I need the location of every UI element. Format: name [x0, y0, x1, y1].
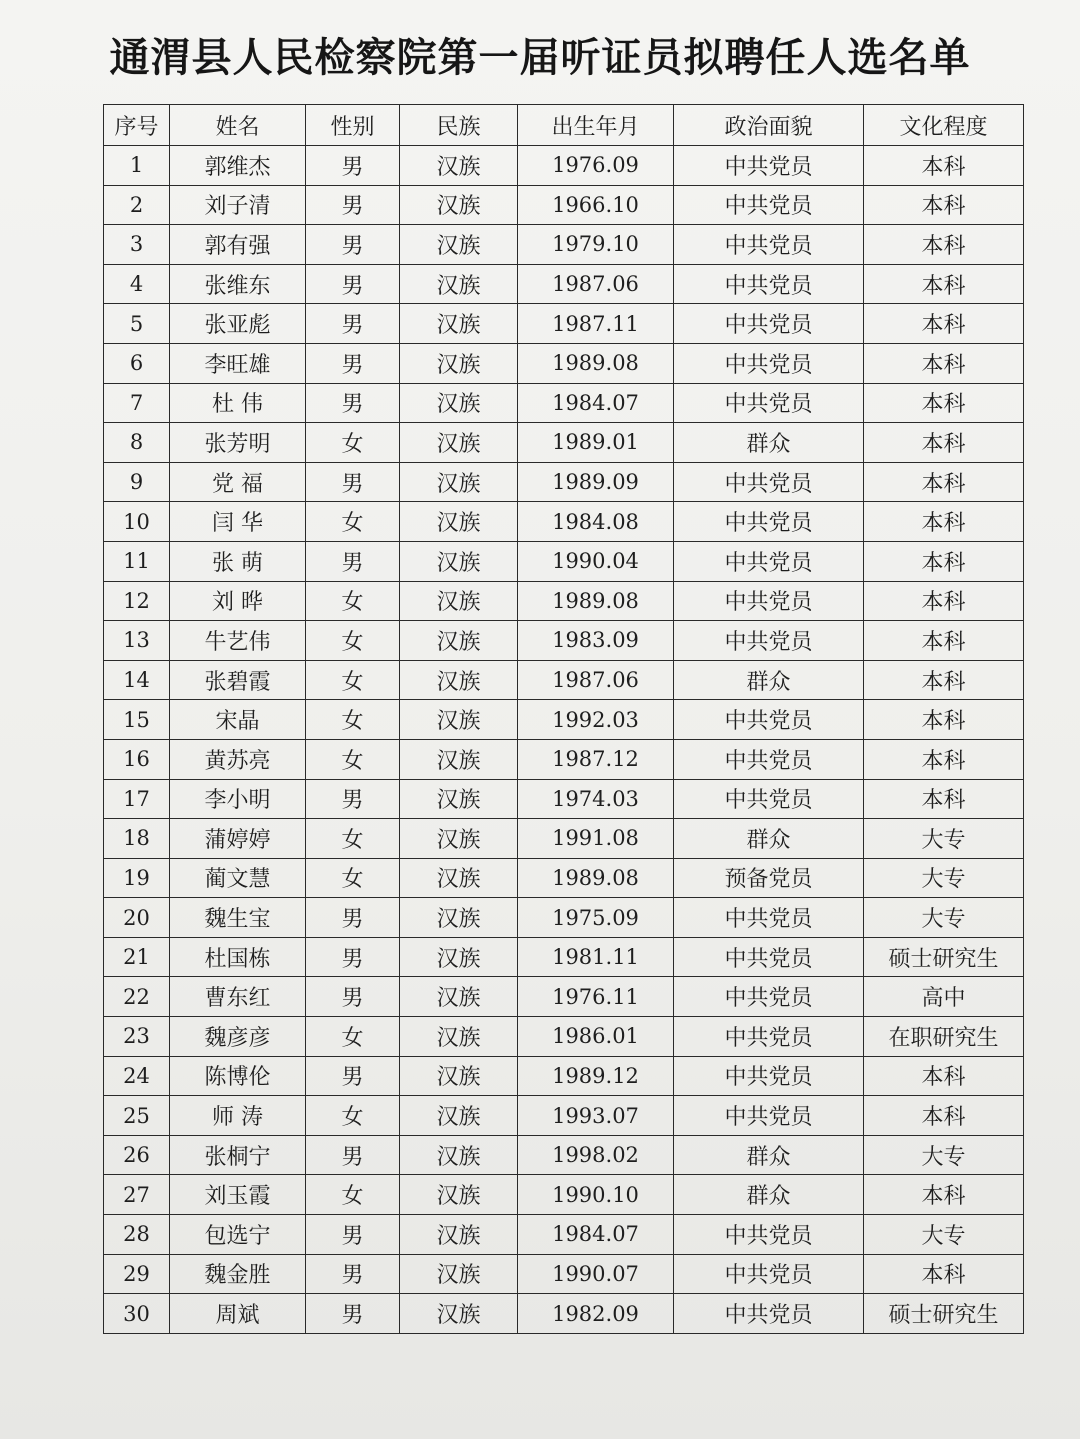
cell-name: 师 涛 [170, 1096, 306, 1136]
cell-ethnicity: 汉族 [400, 383, 518, 423]
cell-gender: 女 [306, 660, 400, 700]
cell-birth: 1998.02 [518, 1135, 674, 1175]
cell-education: 本科 [864, 225, 1024, 265]
cell-education: 硕士研究生 [864, 1294, 1024, 1334]
table-row [104, 937, 1024, 977]
cell-index: 8 [104, 423, 170, 463]
cell-ethnicity: 汉族 [400, 779, 518, 819]
cell-name: 李小明 [170, 779, 306, 819]
table-row [104, 700, 1024, 740]
cell-education: 本科 [864, 264, 1024, 304]
cell-birth: 1987.12 [518, 739, 674, 779]
cell-political-status: 群众 [674, 819, 864, 859]
table-row [104, 1175, 1024, 1215]
table-row [104, 1135, 1024, 1175]
cell-birth: 1976.11 [518, 977, 674, 1017]
cell-ethnicity: 汉族 [400, 700, 518, 740]
cell-political-status: 中共党员 [674, 304, 864, 344]
cell-index: 25 [104, 1096, 170, 1136]
cell-political-status: 中共党员 [674, 977, 864, 1017]
cell-name: 郭维杰 [170, 146, 306, 186]
cell-education: 本科 [864, 1096, 1024, 1136]
cell-education: 高中 [864, 977, 1024, 1017]
cell-index: 20 [104, 898, 170, 938]
cell-index: 1 [104, 146, 170, 186]
table-row [104, 146, 1024, 186]
cell-ethnicity: 汉族 [400, 1056, 518, 1096]
cell-education: 本科 [864, 700, 1024, 740]
cell-education: 本科 [864, 146, 1024, 186]
table-row [104, 502, 1024, 542]
cell-ethnicity: 汉族 [400, 1294, 518, 1334]
cell-political-status: 中共党员 [674, 502, 864, 542]
cell-political-status: 中共党员 [674, 383, 864, 423]
cell-education: 本科 [864, 185, 1024, 225]
cell-name: 张芳明 [170, 423, 306, 463]
cell-political-status: 中共党员 [674, 700, 864, 740]
cell-ethnicity: 汉族 [400, 304, 518, 344]
cell-education: 本科 [864, 779, 1024, 819]
cell-name: 郭有强 [170, 225, 306, 265]
table-row [104, 383, 1024, 423]
cell-political-status: 中共党员 [674, 146, 864, 186]
cell-ethnicity: 汉族 [400, 858, 518, 898]
table-header [104, 105, 1024, 146]
column-header-birth: 出生年月 [518, 105, 674, 146]
cell-birth: 1981.11 [518, 937, 674, 977]
table-row [104, 343, 1024, 383]
cell-name: 周斌 [170, 1294, 306, 1334]
cell-index: 6 [104, 343, 170, 383]
cell-birth: 1990.10 [518, 1175, 674, 1215]
cell-birth: 1991.08 [518, 819, 674, 859]
cell-gender: 女 [306, 423, 400, 463]
cell-political-status: 中共党员 [674, 1254, 864, 1294]
cell-ethnicity: 汉族 [400, 739, 518, 779]
cell-ethnicity: 汉族 [400, 1175, 518, 1215]
cell-gender: 男 [306, 1215, 400, 1255]
column-header-ethnicity: 民族 [400, 105, 518, 146]
table-row [104, 779, 1024, 819]
cell-name: 张维东 [170, 264, 306, 304]
cell-gender: 女 [306, 621, 400, 661]
cell-index: 30 [104, 1294, 170, 1334]
cell-birth: 1989.01 [518, 423, 674, 463]
cell-gender: 女 [306, 739, 400, 779]
table-row [104, 423, 1024, 463]
cell-name: 刘子清 [170, 185, 306, 225]
cell-gender: 女 [306, 819, 400, 859]
cell-name: 张 萌 [170, 541, 306, 581]
cell-index: 16 [104, 739, 170, 779]
cell-gender: 女 [306, 502, 400, 542]
cell-gender: 男 [306, 343, 400, 383]
cell-name: 张桐宁 [170, 1135, 306, 1175]
cell-political-status: 中共党员 [674, 1294, 864, 1334]
cell-birth: 1989.09 [518, 462, 674, 502]
cell-birth: 1975.09 [518, 898, 674, 938]
cell-birth: 1989.12 [518, 1056, 674, 1096]
table-row [104, 1056, 1024, 1096]
cell-political-status: 中共党员 [674, 462, 864, 502]
cell-political-status: 群众 [674, 1175, 864, 1215]
cell-birth: 1982.09 [518, 1294, 674, 1334]
cell-name: 杜国栋 [170, 937, 306, 977]
cell-education: 在职研究生 [864, 1017, 1024, 1057]
cell-political-status: 中共党员 [674, 1096, 864, 1136]
cell-index: 26 [104, 1135, 170, 1175]
cell-gender: 女 [306, 1017, 400, 1057]
cell-political-status: 中共党员 [674, 264, 864, 304]
cell-ethnicity: 汉族 [400, 1017, 518, 1057]
cell-birth: 1987.06 [518, 264, 674, 304]
table-row [104, 541, 1024, 581]
cell-education: 本科 [864, 304, 1024, 344]
cell-birth: 1966.10 [518, 185, 674, 225]
cell-political-status: 中共党员 [674, 541, 864, 581]
cell-ethnicity: 汉族 [400, 898, 518, 938]
cell-ethnicity: 汉族 [400, 660, 518, 700]
cell-birth: 1987.06 [518, 660, 674, 700]
cell-gender: 男 [306, 225, 400, 265]
cell-birth: 1984.08 [518, 502, 674, 542]
cell-index: 4 [104, 264, 170, 304]
table-row [104, 739, 1024, 779]
cell-birth: 1989.08 [518, 343, 674, 383]
cell-ethnicity: 汉族 [400, 185, 518, 225]
cell-education: 本科 [864, 343, 1024, 383]
cell-birth: 1986.01 [518, 1017, 674, 1057]
table-row [104, 304, 1024, 344]
cell-gender: 男 [306, 977, 400, 1017]
cell-name: 闫 华 [170, 502, 306, 542]
cell-political-status: 中共党员 [674, 937, 864, 977]
cell-index: 21 [104, 937, 170, 977]
cell-index: 5 [104, 304, 170, 344]
cell-gender: 女 [306, 700, 400, 740]
cell-name: 魏彦彦 [170, 1017, 306, 1057]
cell-name: 陈博伦 [170, 1056, 306, 1096]
cell-ethnicity: 汉族 [400, 541, 518, 581]
cell-name: 魏生宝 [170, 898, 306, 938]
cell-gender: 男 [306, 1135, 400, 1175]
cell-ethnicity: 汉族 [400, 1215, 518, 1255]
cell-name: 牛艺伟 [170, 621, 306, 661]
cell-birth: 1984.07 [518, 1215, 674, 1255]
cell-education: 本科 [864, 541, 1024, 581]
cell-name: 宋晶 [170, 700, 306, 740]
cell-ethnicity: 汉族 [400, 502, 518, 542]
cell-gender: 男 [306, 898, 400, 938]
cell-index: 24 [104, 1056, 170, 1096]
cell-education: 大专 [864, 819, 1024, 859]
cell-index: 10 [104, 502, 170, 542]
cell-education: 本科 [864, 1175, 1024, 1215]
cell-birth: 1989.08 [518, 581, 674, 621]
table-row [104, 185, 1024, 225]
table-row [104, 1254, 1024, 1294]
cell-birth: 1993.07 [518, 1096, 674, 1136]
cell-index: 23 [104, 1017, 170, 1057]
column-header-name: 姓名 [170, 105, 306, 146]
cell-political-status: 中共党员 [674, 779, 864, 819]
cell-name: 曹东红 [170, 977, 306, 1017]
cell-index: 2 [104, 185, 170, 225]
cell-political-status: 中共党员 [674, 1056, 864, 1096]
cell-gender: 女 [306, 858, 400, 898]
cell-ethnicity: 汉族 [400, 225, 518, 265]
table-row [104, 462, 1024, 502]
table-body [104, 146, 1024, 1334]
cell-gender: 男 [306, 779, 400, 819]
column-header-gender: 性别 [306, 105, 400, 146]
cell-index: 28 [104, 1215, 170, 1255]
cell-education: 本科 [864, 383, 1024, 423]
cell-name: 蔺文慧 [170, 858, 306, 898]
cell-name: 刘玉霞 [170, 1175, 306, 1215]
cell-name: 张亚彪 [170, 304, 306, 344]
cell-name: 刘 晔 [170, 581, 306, 621]
cell-gender: 男 [306, 383, 400, 423]
cell-political-status: 中共党员 [674, 581, 864, 621]
cell-birth: 1976.09 [518, 146, 674, 186]
table-row [104, 1017, 1024, 1057]
cell-education: 本科 [864, 1056, 1024, 1096]
cell-political-status: 预备党员 [674, 858, 864, 898]
cell-political-status: 中共党员 [674, 225, 864, 265]
cell-political-status: 中共党员 [674, 343, 864, 383]
cell-gender: 男 [306, 937, 400, 977]
cell-political-status: 中共党员 [674, 898, 864, 938]
cell-education: 大专 [864, 1215, 1024, 1255]
cell-gender: 男 [306, 264, 400, 304]
cell-birth: 1984.07 [518, 383, 674, 423]
cell-gender: 男 [306, 1056, 400, 1096]
cell-ethnicity: 汉族 [400, 146, 518, 186]
cell-gender: 男 [306, 146, 400, 186]
cell-education: 硕士研究生 [864, 937, 1024, 977]
cell-gender: 男 [306, 1254, 400, 1294]
table-row [104, 264, 1024, 304]
cell-name: 黄苏亮 [170, 739, 306, 779]
table-row [104, 819, 1024, 859]
column-header-education: 文化程度 [864, 105, 1024, 146]
cell-ethnicity: 汉族 [400, 462, 518, 502]
table-row [104, 1294, 1024, 1334]
cell-education: 大专 [864, 1135, 1024, 1175]
cell-ethnicity: 汉族 [400, 621, 518, 661]
cell-gender: 男 [306, 1294, 400, 1334]
cell-name: 包选宁 [170, 1215, 306, 1255]
cell-name: 杜 伟 [170, 383, 306, 423]
cell-index: 17 [104, 779, 170, 819]
cell-name: 李旺雄 [170, 343, 306, 383]
table-row [104, 1096, 1024, 1136]
cell-gender: 男 [306, 304, 400, 344]
cell-gender: 男 [306, 541, 400, 581]
cell-political-status: 中共党员 [674, 1017, 864, 1057]
cell-ethnicity: 汉族 [400, 819, 518, 859]
cell-birth: 1983.09 [518, 621, 674, 661]
cell-birth: 1987.11 [518, 304, 674, 344]
table-row [104, 660, 1024, 700]
cell-political-status: 群众 [674, 660, 864, 700]
roster-table [103, 104, 1024, 1334]
cell-index: 12 [104, 581, 170, 621]
cell-political-status: 群众 [674, 423, 864, 463]
cell-political-status: 群众 [674, 1135, 864, 1175]
cell-education: 本科 [864, 581, 1024, 621]
column-header-index: 序号 [104, 105, 170, 146]
cell-education: 大专 [864, 858, 1024, 898]
table-row [104, 1215, 1024, 1255]
cell-political-status: 中共党员 [674, 621, 864, 661]
cell-ethnicity: 汉族 [400, 1096, 518, 1136]
cell-education: 本科 [864, 1254, 1024, 1294]
cell-index: 18 [104, 819, 170, 859]
table-row [104, 858, 1024, 898]
cell-ethnicity: 汉族 [400, 343, 518, 383]
cell-index: 7 [104, 383, 170, 423]
column-header-political-status: 政治面貌 [674, 105, 864, 146]
cell-political-status: 中共党员 [674, 739, 864, 779]
cell-political-status: 中共党员 [674, 1215, 864, 1255]
cell-gender: 男 [306, 185, 400, 225]
cell-index: 27 [104, 1175, 170, 1215]
cell-gender: 女 [306, 1096, 400, 1136]
table-row [104, 898, 1024, 938]
cell-index: 29 [104, 1254, 170, 1294]
cell-index: 14 [104, 660, 170, 700]
table-row [104, 581, 1024, 621]
cell-ethnicity: 汉族 [400, 423, 518, 463]
cell-education: 本科 [864, 739, 1024, 779]
cell-index: 15 [104, 700, 170, 740]
cell-education: 本科 [864, 621, 1024, 661]
cell-index: 3 [104, 225, 170, 265]
cell-birth: 1990.04 [518, 541, 674, 581]
cell-education: 本科 [864, 660, 1024, 700]
cell-ethnicity: 汉族 [400, 977, 518, 1017]
cell-birth: 1989.08 [518, 858, 674, 898]
header-row [104, 105, 1024, 146]
cell-name: 魏金胜 [170, 1254, 306, 1294]
table-row [104, 977, 1024, 1017]
cell-index: 11 [104, 541, 170, 581]
table-row [104, 225, 1024, 265]
cell-index: 13 [104, 621, 170, 661]
cell-ethnicity: 汉族 [400, 581, 518, 621]
cell-education: 本科 [864, 502, 1024, 542]
cell-birth: 1992.03 [518, 700, 674, 740]
table-row [104, 621, 1024, 661]
cell-birth: 1990.07 [518, 1254, 674, 1294]
cell-gender: 男 [306, 462, 400, 502]
cell-index: 9 [104, 462, 170, 502]
cell-education: 本科 [864, 462, 1024, 502]
cell-name: 蒲婷婷 [170, 819, 306, 859]
cell-ethnicity: 汉族 [400, 937, 518, 977]
cell-birth: 1974.03 [518, 779, 674, 819]
cell-gender: 女 [306, 1175, 400, 1215]
cell-gender: 女 [306, 581, 400, 621]
cell-education: 大专 [864, 898, 1024, 938]
document-title: 通渭县人民检察院第一届听证员拟聘任人选名单 [109, 35, 971, 81]
cell-name: 党 福 [170, 462, 306, 502]
cell-education: 本科 [864, 423, 1024, 463]
cell-ethnicity: 汉族 [400, 264, 518, 304]
cell-index: 22 [104, 977, 170, 1017]
cell-ethnicity: 汉族 [400, 1254, 518, 1294]
cell-birth: 1979.10 [518, 225, 674, 265]
cell-ethnicity: 汉族 [400, 1135, 518, 1175]
cell-index: 19 [104, 858, 170, 898]
cell-political-status: 中共党员 [674, 185, 864, 225]
cell-name: 张碧霞 [170, 660, 306, 700]
